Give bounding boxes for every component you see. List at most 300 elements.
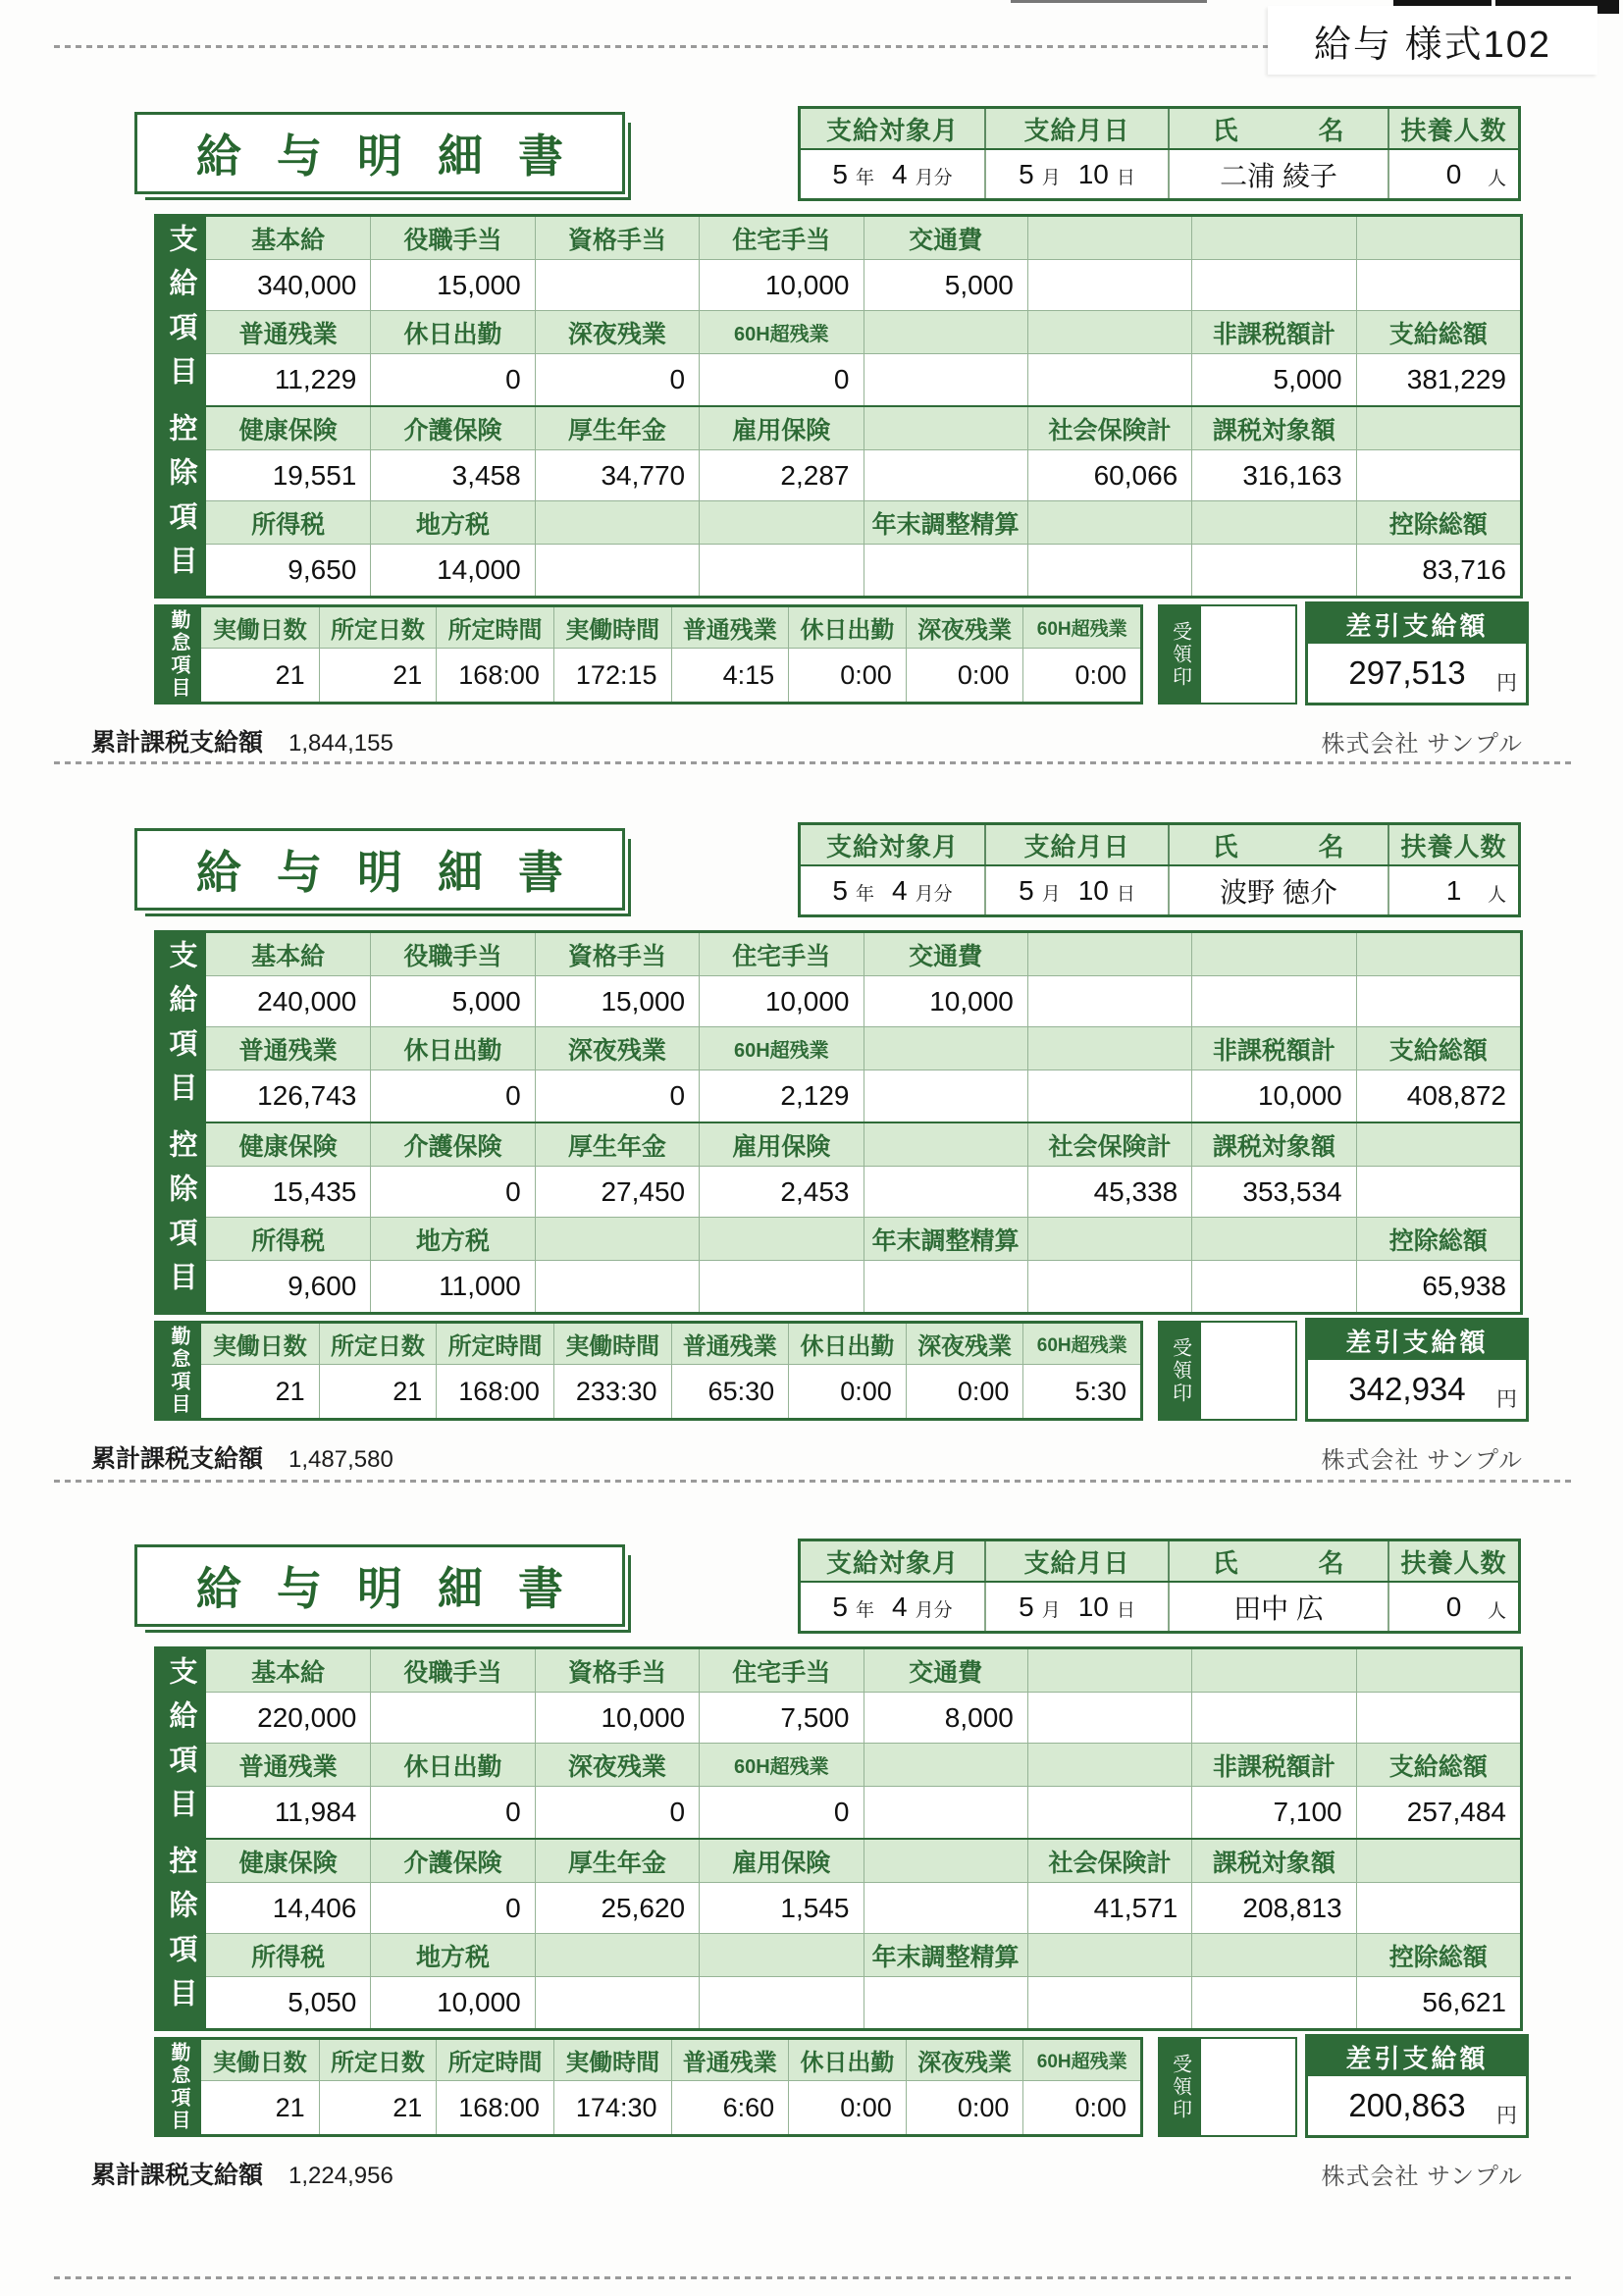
deduction-value-cell: 14,406: [272, 1892, 357, 1923]
attendance-header-cell: 所定日数: [319, 2040, 437, 2080]
deduction-value-cell: 5,050: [288, 1987, 357, 2017]
dependents-cell: [1387, 150, 1518, 198]
receipt-stamp-box: [1158, 604, 1297, 704]
pay-value-cell: 5,000: [864, 260, 1027, 310]
receipt-stamp-area: [1201, 606, 1295, 703]
pay-header-cell: 非課税額計: [1191, 311, 1355, 353]
payslip-title-box: [134, 112, 625, 194]
month-unit: 月: [1041, 883, 1061, 905]
deduction-value-cell: 83,716: [1356, 545, 1520, 596]
pay-value-row-2: [206, 1070, 1520, 1122]
attendance-header-cell: 所定日数: [319, 607, 437, 648]
deduction-value-cell: 45,338: [1027, 1167, 1191, 1217]
deduction-value-cell: [1027, 1977, 1191, 2028]
deduction-header-row-2: [206, 501, 1520, 545]
year-unit: 年: [855, 883, 874, 905]
deduction-value-cell: 34,770: [535, 450, 699, 500]
cumulative-label: 累計課税支給額: [91, 2162, 264, 2189]
pay-value-cell: 11,229: [274, 364, 357, 394]
pay-header-cell: 資格手当: [535, 217, 699, 259]
dependents-value: 1: [1445, 874, 1462, 906]
pay-deduction-table: [154, 1646, 1523, 2031]
deduction-value-cell: [864, 1977, 1027, 2028]
deduction-header-cell: 介護保険: [370, 1840, 534, 1882]
pay-header-cell: 支給総額: [1356, 311, 1520, 353]
pay-day-value: 10: [1077, 874, 1109, 906]
pay-deduction-table: [154, 930, 1523, 1315]
deduction-header-row-2: [206, 1218, 1520, 1261]
attendance-header-cell: 普通残業: [671, 607, 789, 648]
person-unit: 人: [1487, 1601, 1506, 1622]
info-header-cell: 氏 名: [1168, 825, 1387, 864]
deduction-value-cell: [1027, 1261, 1191, 1312]
attendance-header-cell: 実働時間: [553, 1324, 671, 1364]
attendance-group-label: 勤怠項目: [157, 607, 201, 702]
attendance-grid: [201, 2040, 1140, 2134]
attendance-value-cell: 65:30: [671, 1365, 789, 1418]
pay-header-cell: 普通残業: [238, 1036, 338, 1065]
pay-header-cell: 住宅手当: [699, 1649, 863, 1692]
deduction-header-cell: 所得税: [251, 1943, 326, 1971]
deduction-value-cell: [864, 1167, 1027, 1217]
form-label-box: [1268, 6, 1597, 75]
pay-header-cell: 交通費: [864, 933, 1027, 975]
payslip-title: 給与明細書: [196, 1563, 599, 1614]
payslip: [0, 1539, 1623, 2225]
deduction-header-cell: [864, 407, 1027, 449]
deduction-header-row-1: [206, 407, 1520, 450]
company-name: 株式会社 サンプル: [1321, 1446, 1523, 1474]
year-unit: 年: [855, 1599, 874, 1621]
info-header-cell: 扶養人数: [1387, 1541, 1518, 1581]
pay-header-cell: 基本給: [251, 942, 326, 970]
pay-value-cell: [1027, 354, 1191, 405]
deduction-value-cell: [1191, 1261, 1355, 1312]
target-month-cell: [801, 866, 984, 914]
side-group-strip: [157, 1649, 206, 2028]
deduction-header-cell: 雇用保険: [699, 1840, 863, 1882]
info-header-cell: 扶養人数: [1387, 825, 1518, 864]
deduction-header-cell: [535, 1934, 699, 1976]
attendance-value-cell: 233:30: [553, 1365, 671, 1418]
pay-deduction-table: [154, 214, 1523, 599]
pay-value-cell: 0: [699, 354, 863, 405]
pay-value-cell: 15,000: [535, 976, 699, 1026]
deduction-value-cell: 9,600: [288, 1271, 357, 1301]
deduction-value-cell: 14,000: [370, 545, 534, 596]
pay-deduction-grid: [206, 217, 1520, 596]
deduction-header-cell: [1027, 1218, 1191, 1260]
payment-group-label: 支給項目: [165, 1655, 197, 1833]
deduction-value-cell: [699, 1261, 863, 1312]
deduction-value-cell: [699, 1977, 863, 2028]
page-separator: [54, 45, 1276, 48]
pay-deduction-grid: [206, 933, 1520, 1312]
year-unit: 年: [855, 167, 874, 188]
pay-value-cell: 0: [535, 354, 699, 405]
month-for-unit: 月分: [915, 167, 953, 188]
info-value-row: [801, 866, 1518, 914]
pay-header-cell: [1027, 1744, 1191, 1786]
pay-header-cell: [1191, 217, 1355, 259]
deduction-section: [206, 405, 1520, 596]
deduction-header-cell: 年末調整精算: [864, 1218, 1027, 1260]
pay-header-cell: [864, 1027, 1027, 1070]
pay-header-cell: [1027, 1027, 1191, 1070]
deduction-value-cell: [1027, 545, 1191, 596]
deduction-value-cell: [1356, 1883, 1520, 1933]
pay-header-row-2: [206, 1027, 1520, 1070]
employee-name: 二浦 綾子: [1168, 150, 1387, 198]
deduction-header-cell: [1356, 407, 1520, 449]
person-unit: 人: [1487, 885, 1506, 906]
pay-value-cell: 240,000: [257, 985, 357, 1017]
payment-section: [206, 1649, 1520, 1838]
deduction-header-cell: 社会保険計: [1027, 1123, 1191, 1166]
receipt-stamp-label: 受領印: [1160, 1323, 1201, 1419]
deduction-header-cell: 控除総額: [1356, 501, 1520, 544]
deduction-header-cell: 雇用保険: [699, 1123, 863, 1166]
attendance-header-cell: 実働日数: [212, 617, 307, 644]
pay-value-cell: [864, 1070, 1027, 1122]
pay-value-cell: 0: [535, 1787, 699, 1838]
attendance-value-cell: 172:15: [553, 649, 671, 702]
attendance-header-cell: 所定日数: [319, 1324, 437, 1364]
pay-value-cell: 0: [535, 1070, 699, 1122]
attendance-value-cell: 168:00: [436, 2081, 553, 2134]
pay-value-cell: 7,500: [699, 1693, 863, 1743]
pay-header-cell: 交通費: [864, 217, 1027, 259]
deduction-section: [206, 1122, 1520, 1312]
deduction-header-cell: [1191, 501, 1355, 544]
pay-value-cell: 11,984: [274, 1797, 357, 1827]
net-pay-label: 差引支給額: [1308, 1321, 1526, 1360]
pay-value-cell: 0: [370, 354, 534, 405]
deduction-value-cell: [535, 1977, 699, 2028]
pay-value-cell: [1027, 1070, 1191, 1122]
attendance-grid: [201, 1324, 1140, 1418]
pay-value-cell: 408,872: [1356, 1070, 1520, 1122]
info-header-cell: 支給対象月: [825, 831, 959, 861]
attendance-header-cell: 普通残業: [671, 2040, 789, 2080]
yen-unit: 円: [1496, 2105, 1517, 2127]
net-pay-box: [1305, 601, 1529, 705]
pay-header-cell: 役職手当: [370, 217, 534, 259]
pay-header-cell: [864, 1744, 1027, 1786]
attendance-value-row: [201, 1365, 1140, 1418]
deduction-value-cell: [864, 450, 1027, 500]
info-header-row: [801, 825, 1518, 866]
attendance-table: [154, 604, 1143, 704]
form-label: 給与 様式102: [1314, 24, 1551, 66]
pay-value-cell: 5,000: [370, 976, 534, 1026]
attendance-group-label: 勤怠項目: [157, 1324, 201, 1418]
info-header-cell: 氏 名: [1168, 109, 1387, 148]
cumulative-label: 累計課税支給額: [91, 1445, 264, 1473]
attendance-value-cell: 5:30: [1022, 1365, 1140, 1418]
attendance-value-cell: 168:00: [436, 1365, 553, 1418]
company-name: 株式会社 サンプル: [1321, 2163, 1523, 2190]
attendance-header-cell: 深夜残業: [906, 2040, 1023, 2080]
dependents-cell: [1387, 1583, 1518, 1631]
deduction-header-cell: 年末調整精算: [864, 501, 1027, 544]
pay-value-cell: 10,000: [535, 1693, 699, 1743]
target-year-value: 5: [832, 874, 848, 906]
attendance-value-cell: 0:00: [788, 1365, 906, 1418]
deduction-value-row-2: [206, 545, 1520, 596]
attendance-header-cell: 60H超残業: [1022, 607, 1140, 648]
slip-footer: [91, 2157, 1523, 2190]
deduction-header-cell: [699, 1934, 863, 1976]
scan-artifact: [1011, 0, 1207, 3]
deduction-header-cell: [1027, 1934, 1191, 1976]
pay-header-cell: [1356, 1649, 1520, 1692]
net-pay-box: [1305, 2034, 1529, 2138]
net-pay-value-area: [1308, 1360, 1526, 1419]
target-month-value: 4: [892, 874, 908, 906]
attendance-table: [154, 2037, 1143, 2137]
pay-value-cell: [864, 1787, 1027, 1838]
cumulative-taxable-pay: [91, 723, 393, 758]
pay-value-cell: 340,000: [257, 269, 357, 300]
pay-value-cell: [864, 354, 1027, 405]
deduction-value-cell: 41,571: [1027, 1883, 1191, 1933]
deduction-value-cell: 25,620: [535, 1883, 699, 1933]
deduction-header-cell: 地方税: [370, 501, 534, 544]
employee-info-table: [798, 822, 1521, 917]
target-year-value: 5: [832, 158, 848, 189]
deduction-value-cell: [864, 1883, 1027, 1933]
pay-header-cell: 普通残業: [238, 320, 338, 348]
pay-header-cell: 住宅手当: [699, 933, 863, 975]
payment-group-label: 支給項目: [165, 223, 197, 400]
deduction-header-cell: 所得税: [251, 510, 326, 539]
pay-value-row-1: [206, 1693, 1520, 1744]
company-name: 株式会社 サンプル: [1321, 730, 1523, 757]
deduction-value-cell: 19,551: [272, 459, 357, 491]
net-pay-box: [1305, 1318, 1529, 1422]
deduction-header-cell: 社会保険計: [1027, 1840, 1191, 1882]
deduction-header-cell: [1191, 1934, 1355, 1976]
deduction-value-cell: 2,287: [699, 450, 863, 500]
attendance-header-cell: 所定時間: [436, 607, 553, 648]
deduction-header-cell: 年末調整精算: [864, 1934, 1027, 1976]
pay-header-cell: 基本給: [251, 1658, 326, 1687]
pay-value-cell: 220,000: [257, 1701, 357, 1733]
deduction-header-cell: 控除総額: [1356, 1934, 1520, 1976]
deduction-header-cell: [1356, 1840, 1520, 1882]
cumulative-value: 1,487,580: [288, 1446, 393, 1473]
attendance-header-cell: 休日出勤: [788, 607, 906, 648]
attendance-header-row: [201, 2040, 1140, 2081]
pay-value-cell: [1027, 1787, 1191, 1838]
attendance-value-cell: 21: [319, 1365, 437, 1418]
attendance-value-cell: 0:00: [788, 649, 906, 702]
attendance-header-cell: 深夜残業: [906, 607, 1023, 648]
deduction-header-cell: 厚生年金: [535, 407, 699, 449]
attendance-value-cell: 168:00: [436, 649, 553, 702]
net-pay-label: 差引支給額: [1308, 604, 1526, 644]
pay-header-cell: [1356, 933, 1520, 975]
info-header-cell: 支給対象月: [825, 1547, 959, 1578]
deduction-value-cell: [535, 1261, 699, 1312]
pay-header-row-2: [206, 1744, 1520, 1787]
pay-value-cell: [1027, 976, 1191, 1026]
net-pay-amount: 200,863: [1348, 2087, 1466, 2123]
deduction-value-cell: 0: [370, 1167, 534, 1217]
attendance-header-cell: 休日出勤: [788, 2040, 906, 2080]
attendance-value-cell: 0:00: [1022, 649, 1140, 702]
attendance-value-cell: 0:00: [788, 2081, 906, 2134]
cumulative-value: 1,844,155: [288, 730, 393, 757]
info-header-cell: 支給月日: [984, 825, 1168, 864]
attendance-value-cell: 0:00: [906, 2081, 1023, 2134]
pay-value-cell: 0: [370, 1070, 534, 1122]
deduction-header-cell: 地方税: [370, 1218, 534, 1260]
pay-value-cell: 8,000: [864, 1693, 1027, 1743]
receipt-stamp-area: [1201, 1323, 1295, 1419]
cumulative-value: 1,224,956: [288, 2163, 393, 2189]
attendance-value-cell: 0:00: [906, 649, 1023, 702]
pay-month-value: 5: [1019, 874, 1034, 906]
deduction-value-cell: 27,450: [535, 1167, 699, 1217]
attendance-header-cell: 実働時間: [553, 2040, 671, 2080]
deduction-value-cell: 15,435: [272, 1175, 357, 1207]
deduction-header-cell: [1027, 501, 1191, 544]
target-month-value: 4: [892, 158, 908, 189]
deduction-header-cell: 控除総額: [1356, 1218, 1520, 1260]
pay-value-cell: 10,000: [864, 976, 1027, 1026]
target-month-value: 4: [892, 1591, 908, 1622]
deduction-header-row-1: [206, 1123, 1520, 1167]
receipt-stamp-label: 受領印: [1160, 606, 1201, 703]
employee-name: 田中 広: [1168, 1583, 1387, 1631]
deduction-value-cell: 353,534: [1191, 1167, 1355, 1217]
pay-header-cell: 60H超残業: [699, 311, 863, 353]
attendance-value-cell: 6:60: [671, 2081, 789, 2134]
attendance-header-cell: 所定時間: [436, 2040, 553, 2080]
pay-header-cell: 深夜残業: [535, 1744, 699, 1786]
deduction-header-cell: 社会保険計: [1027, 407, 1191, 449]
pay-header-cell: 役職手当: [370, 1649, 534, 1692]
pay-value-cell: [1356, 976, 1520, 1026]
deduction-value-cell: [1356, 1167, 1520, 1217]
attendance-grid: [201, 607, 1140, 702]
deduction-header-cell: 健康保険: [238, 1849, 338, 1877]
pay-header-cell: 支給総額: [1356, 1744, 1520, 1786]
attendance-header-cell: 実働日数: [212, 2050, 307, 2076]
pay-value-cell: 0: [370, 1787, 534, 1838]
info-header-cell: 支給月日: [984, 109, 1168, 148]
pay-value-cell: 0: [699, 1787, 863, 1838]
deduction-header-cell: 健康保険: [238, 1132, 338, 1161]
pay-header-cell: 資格手当: [535, 933, 699, 975]
deduction-header-cell: 課税対象額: [1191, 1840, 1355, 1882]
attendance-value-cell: 21: [319, 2081, 437, 2134]
attendance-header-row: [201, 1324, 1140, 1365]
pay-value-row-1: [206, 976, 1520, 1027]
deduction-header-cell: 健康保険: [238, 416, 338, 444]
side-group-strip: [157, 217, 206, 596]
info-value-row: [801, 1583, 1518, 1631]
pay-value-cell: [1356, 260, 1520, 310]
attendance-value-cell: 21: [275, 659, 305, 690]
receipt-stamp-label: 受領印: [1160, 2039, 1201, 2135]
attendance-value-cell: 174:30: [553, 2081, 671, 2134]
deduction-header-cell: 厚生年金: [535, 1123, 699, 1166]
deduction-value-cell: 208,813: [1191, 1883, 1355, 1933]
net-pay-value-area: [1308, 2076, 1526, 2135]
net-pay-amount: 297,513: [1348, 654, 1466, 691]
deduction-value-row-2: [206, 1261, 1520, 1312]
pay-date-cell: [984, 866, 1168, 914]
net-pay-value-area: [1308, 644, 1526, 703]
deduction-group-label: 控除項目: [165, 1128, 197, 1306]
employee-name: 波野 徳介: [1168, 866, 1387, 914]
attendance-header-cell: 深夜残業: [906, 1324, 1023, 1364]
day-unit: 日: [1116, 883, 1135, 905]
cumulative-taxable-pay: [91, 1439, 393, 1475]
pay-day-value: 10: [1077, 158, 1109, 189]
receipt-stamp-area: [1201, 2039, 1295, 2135]
pay-value-cell: [1027, 1693, 1191, 1743]
pay-date-cell: [984, 150, 1168, 198]
deduction-value-cell: 0: [370, 1883, 534, 1933]
deduction-value-cell: [864, 1261, 1027, 1312]
deduction-header-cell: [699, 501, 863, 544]
attendance-value-cell: 4:15: [671, 649, 789, 702]
deduction-value-cell: [864, 545, 1027, 596]
deduction-group-label: 控除項目: [165, 412, 197, 590]
pay-value-cell: [535, 260, 699, 310]
pay-value-cell: [370, 1693, 534, 1743]
pay-header-cell: [1191, 1649, 1355, 1692]
target-month-cell: [801, 150, 984, 198]
pay-header-cell: [1027, 1649, 1191, 1692]
attendance-value-row: [201, 2081, 1140, 2134]
employee-info-table: [798, 106, 1521, 201]
month-unit: 月: [1041, 167, 1061, 188]
pay-value-cell: 5,000: [1191, 354, 1355, 405]
pay-date-cell: [984, 1583, 1168, 1631]
deduction-value-cell: [1191, 545, 1355, 596]
attendance-table: [154, 1321, 1143, 1421]
pay-header-cell: [1356, 217, 1520, 259]
pay-header-cell: 60H超残業: [699, 1744, 863, 1786]
deduction-value-cell: 60,066: [1027, 450, 1191, 500]
attendance-header-cell: 60H超残業: [1022, 1324, 1140, 1364]
deduction-header-cell: 地方税: [370, 1934, 534, 1976]
pay-value-cell: 10,000: [1191, 1070, 1355, 1122]
deduction-value-cell: [535, 545, 699, 596]
deduction-header-row-1: [206, 1840, 1520, 1883]
dependents-value: 0: [1445, 158, 1462, 189]
deduction-value-cell: 1,545: [699, 1883, 863, 1933]
payslip: [0, 822, 1623, 1509]
attendance-header-row: [201, 607, 1140, 649]
pay-header-row-1: [206, 1649, 1520, 1693]
pay-value-cell: 15,000: [370, 260, 534, 310]
pay-value-cell: [1191, 260, 1355, 310]
net-pay-amount: 342,934: [1348, 1371, 1466, 1407]
deduction-value-row-1: [206, 1167, 1520, 1218]
deduction-header-cell: 厚生年金: [535, 1840, 699, 1882]
deduction-header-cell: [864, 1840, 1027, 1882]
attendance-group-label: 勤怠項目: [157, 2040, 201, 2134]
person-unit: 人: [1487, 169, 1506, 189]
pay-header-row-1: [206, 933, 1520, 976]
payslip-title-box: [134, 1544, 625, 1627]
